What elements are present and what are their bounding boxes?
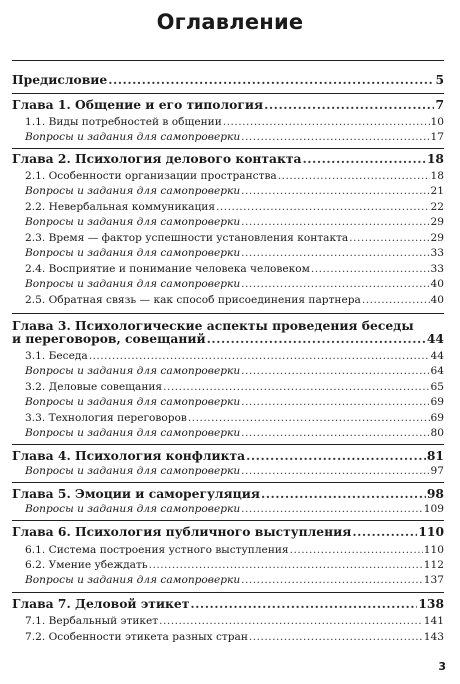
toc-page: 5 [435,72,444,87]
toc-label: 7.1. Вербальный этикет [25,615,159,627]
toc-section[interactable] [12,117,444,128]
toc-label: 2.1. Особенности организации пространства [25,170,277,182]
toc-quiz[interactable] [12,132,444,143]
toc-page: 29 [430,232,444,244]
toc-section[interactable] [12,382,444,393]
toc-quiz[interactable] [12,248,444,259]
toc-label: Глава 7. Деловой этикет [12,596,190,611]
toc-label: 2.4. Восприятие и понимание человека человеком [25,263,310,275]
toc-label: Вопросы и задания для самопроверки [25,131,241,143]
toc-page: 44 [430,350,444,362]
toc-label: 2.2. Невербальная коммуникация [25,201,216,213]
toc-page: 17 [430,131,444,143]
toc-label: 6.2. Умение убеждать [25,559,148,571]
leader-dots [249,632,423,643]
toc-section[interactable] [12,545,444,556]
toc-page: 137 [423,574,444,586]
toc-page: 40 [430,294,444,306]
toc-chapter[interactable] [12,333,444,345]
toc-page: 65 [430,381,444,393]
page-number: 3 [438,660,446,673]
toc-label: Глава 4. Психология конфликта [12,448,246,463]
page-title: Оглавление [156,10,304,34]
toc-label: Вопросы и задания для самопроверки [25,427,241,439]
toc-page: 69 [430,396,444,408]
toc-label: Вопросы и задания для самопроверки [25,278,241,290]
toc-page: 110 [423,544,444,556]
toc-chapter[interactable] [12,598,444,610]
leader-dots [149,560,423,571]
leader-dots [241,575,423,586]
toc-quiz[interactable] [12,504,444,515]
toc-section[interactable] [12,351,444,362]
toc-page: 44 [426,331,444,346]
toc-label: Вопросы и задания для самопроверки [25,365,241,377]
toc-page: 69 [430,412,444,424]
leader-dots [190,598,417,610]
toc-page: 29 [430,216,444,228]
toc-page: 97 [430,465,444,477]
leader-dots [241,428,429,439]
leader-dots [163,382,429,393]
leader-dots [241,186,429,197]
leader-dots [264,99,434,111]
toc-chapter[interactable] [12,526,444,538]
toc-label: 7.2. Особенности этикета разных стран [25,631,248,643]
toc-quiz[interactable] [12,279,444,290]
toc-page: 64 [430,365,444,377]
divider [12,93,444,94]
leader-dots [108,74,434,86]
toc-label: 3.3. Технология переговоров [25,412,187,424]
toc-chapter[interactable] [12,488,444,500]
leader-dots [302,153,425,165]
leader-dots [241,504,423,515]
leader-dots [241,397,429,408]
toc-label: Вопросы и задания для самопроверки [25,503,241,515]
leader-dots [207,333,426,345]
leader-dots [188,413,430,424]
toc-page: 110 [418,524,444,539]
toc-page: 143 [423,631,444,643]
toc-label: Вопросы и задания для самопроверки [25,247,241,259]
toc-label: и переговоров, совещаний [12,331,206,346]
toc-page: 40 [430,278,444,290]
leader-dots [159,616,423,627]
toc-label: 2.5. Обратная связь — как способ присоединения партнера [25,294,361,306]
toc-page: 18 [430,170,444,182]
toc-page: 112 [423,559,444,571]
leader-dots [216,202,429,213]
toc-label: 2.3. Время — фактор успешности установления контакта [25,232,349,244]
toc-label: Глава 5. Эмоции и саморегуляция [12,486,260,501]
toc-section[interactable] [12,264,444,275]
toc-section[interactable] [12,413,444,424]
toc-label: Глава 6. Психология публичного выступления [12,524,352,539]
toc-page: 109 [423,503,444,515]
toc-page: 7 [435,97,444,112]
toc-label: 3.2. Деловые совещания [25,381,163,393]
divider [12,313,444,314]
toc-quiz[interactable] [12,575,444,586]
toc-label: 3.1. Беседа [25,350,88,362]
leader-dots [278,171,430,182]
toc-label: Вопросы и задания для самопроверки [25,465,241,477]
toc-quiz[interactable] [12,466,444,477]
leader-dots [352,526,417,538]
toc-section[interactable] [12,616,444,627]
toc-quiz[interactable] [12,428,444,439]
leader-dots [241,248,429,259]
leader-dots [241,466,429,477]
toc-page: 33 [430,247,444,259]
toc-section[interactable] [12,171,444,182]
toc-label: Вопросы и задания для самопроверки [25,396,241,408]
toc-label: Вопросы и задания для самопроверки [25,185,241,197]
toc-section[interactable] [12,632,444,643]
toc-quiz[interactable] [12,397,444,408]
toc-quiz[interactable] [12,366,444,377]
toc-label: 1.1. Виды потребностей в общении [25,116,222,128]
toc-page: 98 [426,486,444,501]
toc-page: 138 [418,596,444,611]
toc-label: Вопросы и задания для самопроверки [25,574,241,586]
toc-section[interactable] [12,295,444,306]
leader-dots [241,279,429,290]
toc-chapter[interactable] [12,74,444,86]
toc-page: 18 [426,151,444,166]
toc-page: 33 [430,263,444,275]
toc-quiz[interactable] [12,186,444,197]
leader-dots [89,351,430,362]
toc-quiz[interactable] [12,217,444,228]
toc-label: 6.1. Система построения устного выступления [25,544,289,556]
divider [12,60,444,61]
divider [12,592,444,593]
leader-dots [349,233,429,244]
toc-label: Глава 1. Общение и его типология [12,97,264,112]
toc-section[interactable] [12,202,444,213]
toc-page: 22 [430,201,444,213]
leader-dots [241,366,429,377]
leader-dots [246,450,426,462]
leader-dots [241,132,429,143]
toc-page: 10 [430,116,444,128]
toc-label: Вопросы и задания для самопроверки [25,216,241,228]
toc-section[interactable] [12,560,444,571]
toc-chapter[interactable] [12,153,444,165]
leader-dots [362,295,430,306]
toc-chapter[interactable] [12,99,444,111]
toc-page: 81 [426,448,444,463]
divider [12,482,444,483]
leader-dots [311,264,430,275]
divider [12,444,444,445]
toc-section[interactable] [12,233,444,244]
toc-chapter-line1: Глава 3. Психологические аспекты проведения беседы [12,318,414,333]
leader-dots [290,545,423,556]
toc-page: 80 [430,427,444,439]
leader-dots [223,117,430,128]
toc-chapter[interactable] [12,450,444,462]
leader-dots [241,217,429,228]
toc-label: Предисловие [12,72,108,87]
leader-dots [261,488,426,500]
toc-label: Глава 2. Психология делового контакта [12,151,302,166]
divider [12,148,444,149]
toc-page: 141 [423,615,444,627]
toc-page: 21 [430,185,444,197]
divider [12,520,444,521]
